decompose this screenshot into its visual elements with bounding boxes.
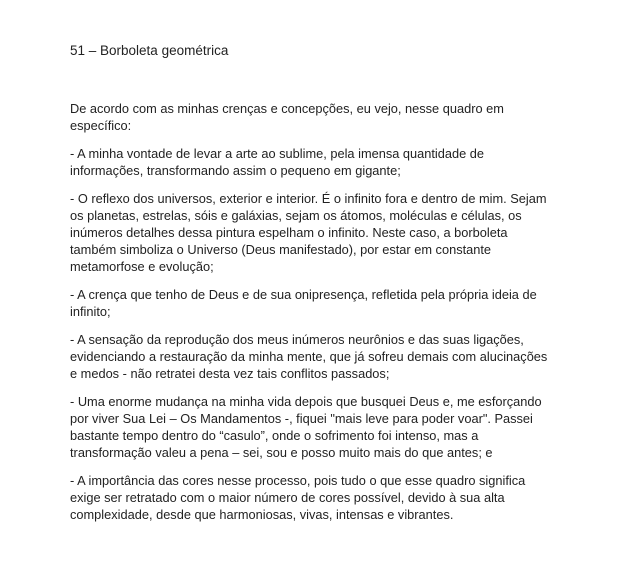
paragraph-sublime: - A minha vontade de levar a arte ao sublime, pela imensa quantidade de informações, transformando assim o pequeno em gigante; xyxy=(70,146,485,178)
document-title: 51 – Borboleta geométrica xyxy=(70,43,229,58)
paragraph-universes: - O reflexo dos universos, exterior e interior. É o infinito fora e dentro de mim. Sejam os planetas, estrelas, sóis e galáxias, sejam os átomos, moléculas e células, os inúmeros detalhes dessa pintura espelham o infinito. Neste caso, a borboleta também simboliza o Universo (Deus manifestado), por estar em constante metamorfose e evolução; xyxy=(70,191,547,274)
paragraph-life-change: - Uma enorme mudança na minha vida depois que busquei Deus e, me esforçando por viver Sua Lei – Os Mandamentos -, fiquei "mais leve para poder voar". Passei bastante tempo dentro do “casulo”, onde o sofrimento foi intenso, mas a transformação valeu a pena – sei, sou e posso muito mais do que antes; e xyxy=(70,394,542,460)
paragraph-intro: De acordo com as minhas crenças e concepções, eu vejo, nesse quadro em específico: xyxy=(70,101,504,133)
paragraph-god-omnipresence: - A crença que tenho de Deus e de sua onipresença, refletida pela própria ideia de infinito; xyxy=(70,287,537,319)
paragraph-colors: - A importância das cores nesse processo, pois tudo o que esse quadro significa exige ser retratado com o maior número de cores possível, devido à sua alta complexidade, desde que harmoniosas, vivas, intensas e vibrantes. xyxy=(70,473,526,522)
document-body xyxy=(70,100,556,534)
paragraph-neurons: - A sensação da reprodução dos meus inúmeros neurônios e das suas ligações, evidenciando a restauração da minha mente, que já sofreu demais com alucinações e medos - não retratei desta vez tais conflitos passados; xyxy=(70,332,548,381)
